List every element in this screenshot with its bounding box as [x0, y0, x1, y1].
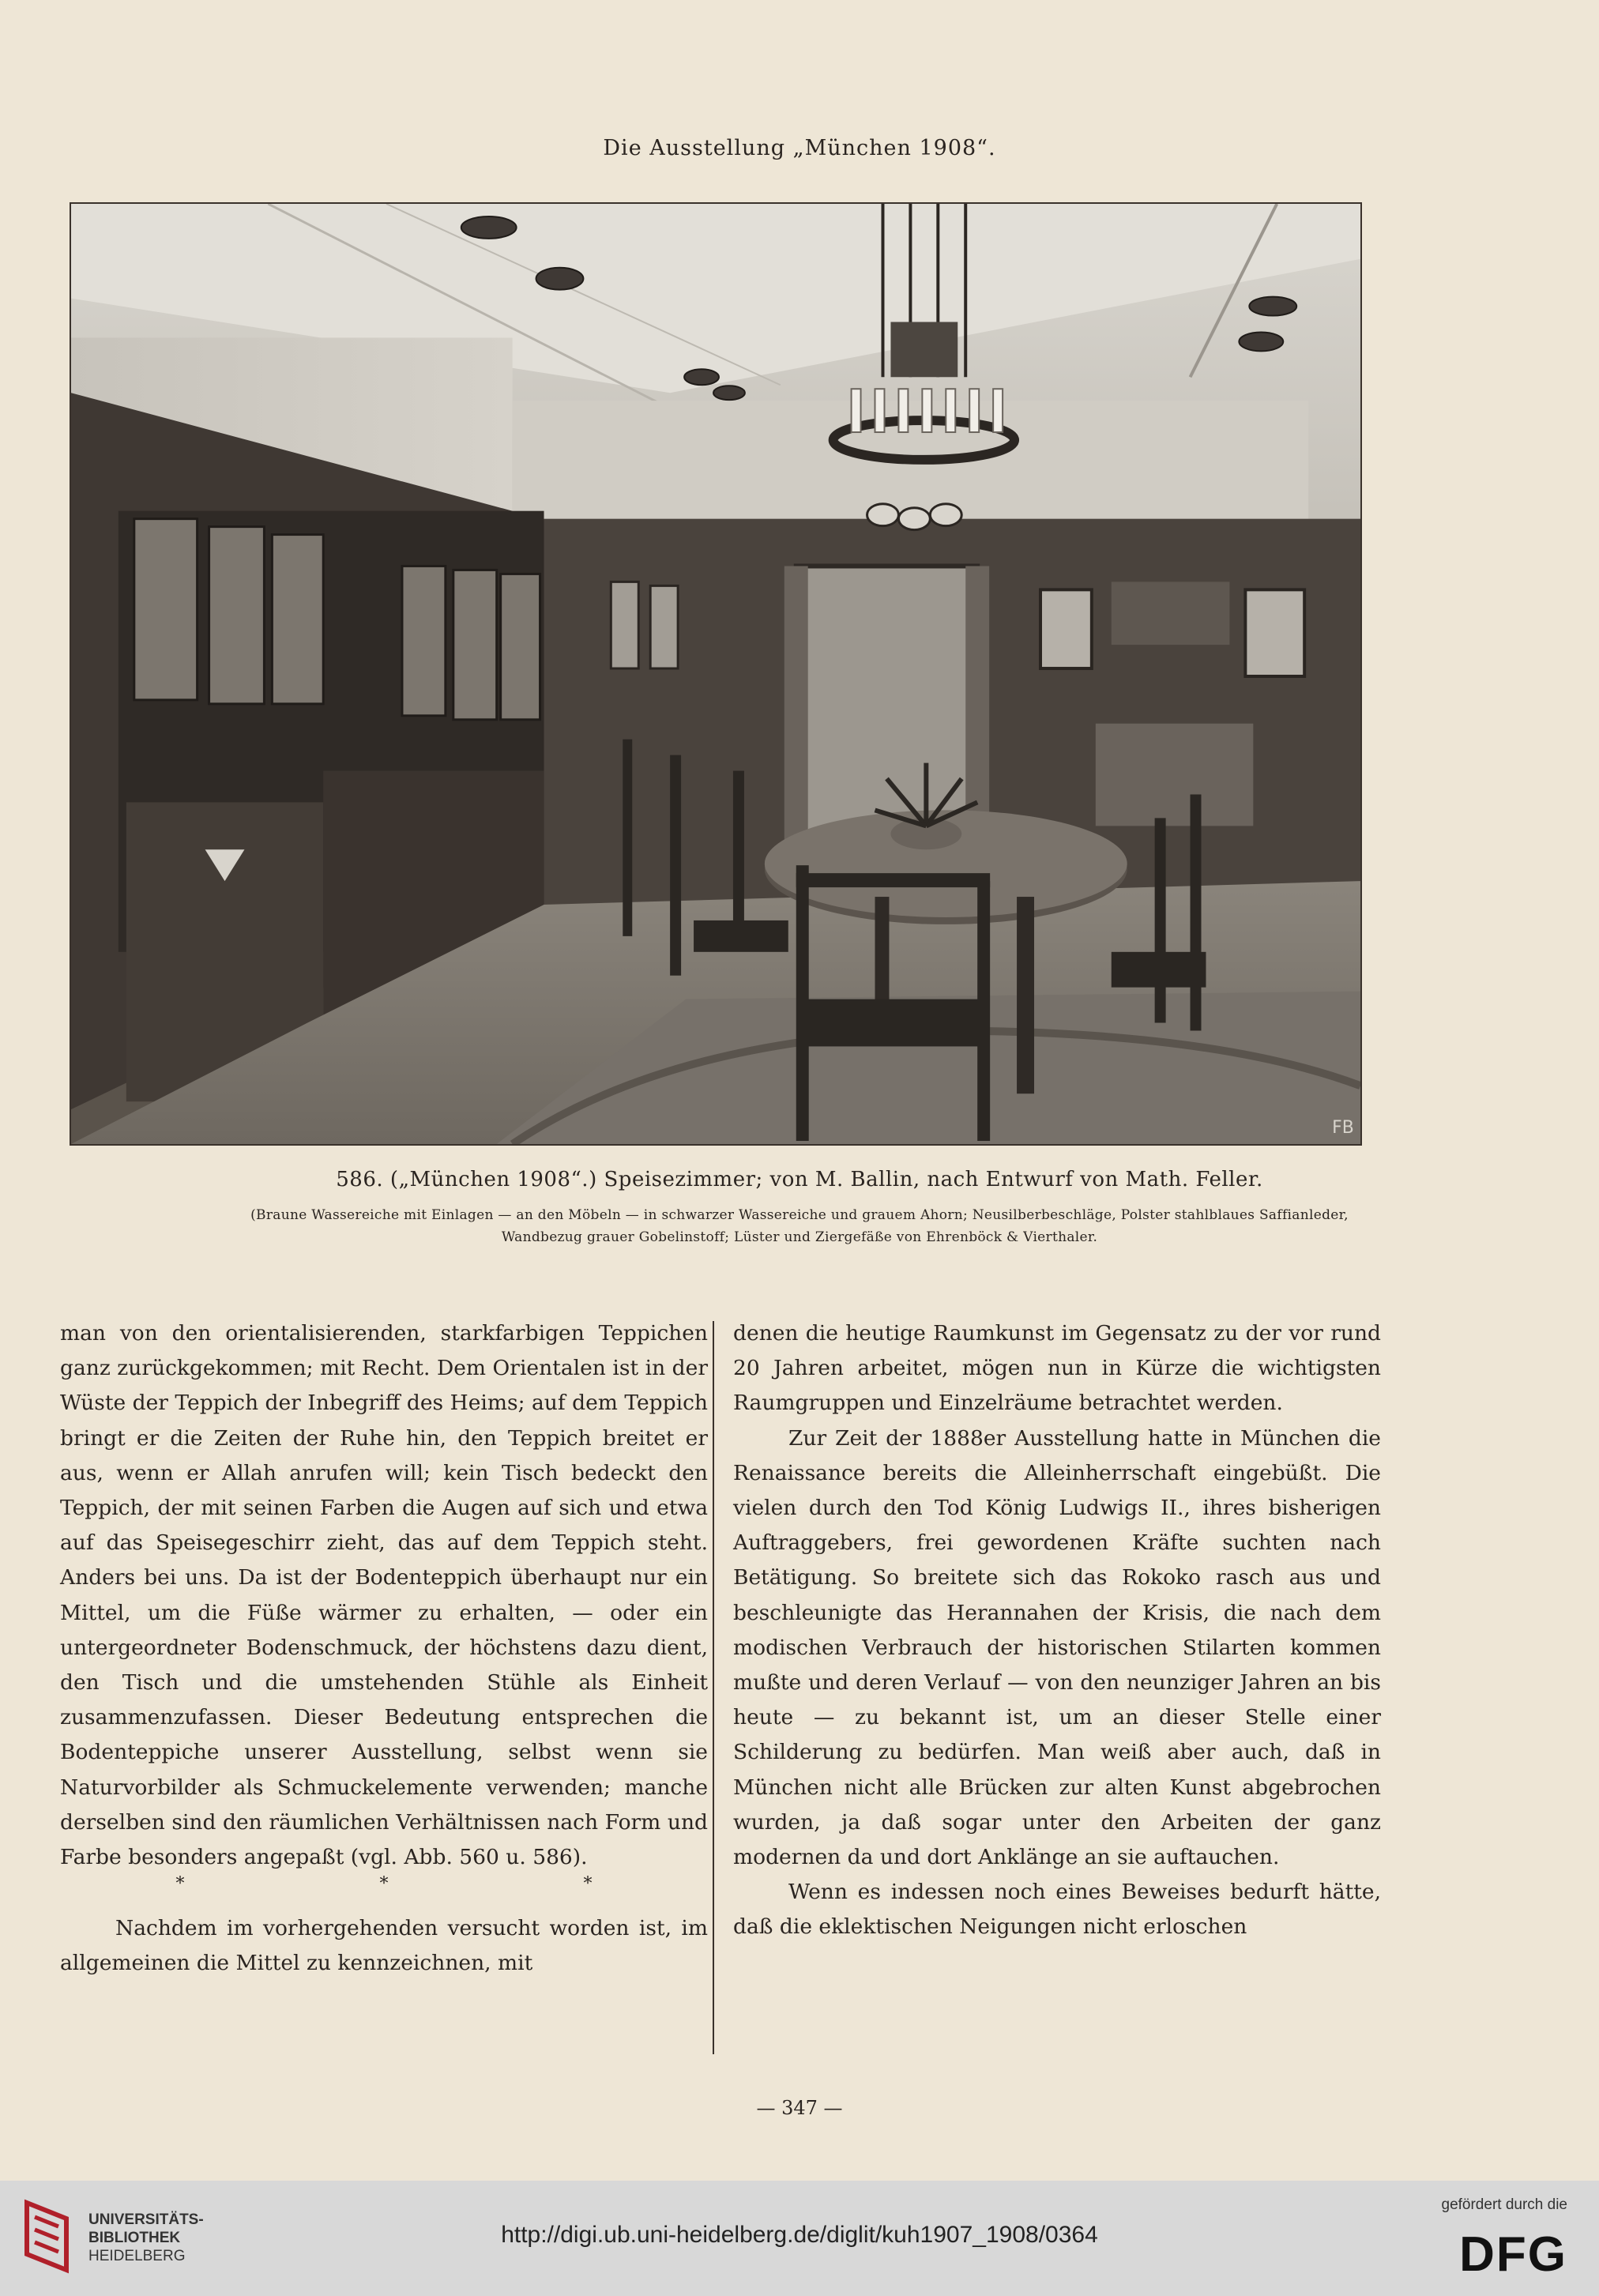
page-number: — 347 —: [756, 2097, 843, 2119]
column-divider: [713, 1321, 714, 2054]
funded-by-label: gefördert durch die: [1441, 2196, 1567, 2213]
right-text-column: [733, 1316, 1381, 1945]
left-text-column: [60, 1316, 708, 1982]
left-paragraph-1: man von den orientalisierenden, starkfarbigen Teppichen ganz zurückgekommen; mit Recht. Dem Orientalen ist in der Wüste der Teppich der Inbegriff des Heims; auf dem Teppich bringt er die Zeiten der Ruhe hin, den Teppich breitet er aus, wenn er Allah anrufen will; kein Tisch bedeckt den Teppich, der mit seinen Farben die Augen auf sich und etwa auf das Speisegeschirr zieht, das auf dem Teppich steht. Anders bei uns. Da ist der Bodenteppich überhaupt nur ein Mittel, um die Füße wärmer zu erhalten, — oder ein untergeordneter Bodenschmuck, der höchstens dazu dient, den Tisch und die umstehenden Stühle als Einheit zusammenzufassen. Dieser Bedeutung entsprechen die Bodenteppiche unserer Ausstellung, selbst wenn sie Naturvorbilder als Schmuckelemente verwenden; manche derselben sind den räumlichen Verhältnissen nach Form und Farbe besonders angepaßt (vgl. Abb. 560 u. 586).: [60, 1321, 708, 1870]
library-name-line-3: HEIDELBERG: [88, 2248, 186, 2264]
figure-caption-note-line-2: Wandbezug grauer Gobelinstoff; Lüster und Ziergefäße von Ehrenböck & Vierthaler.: [501, 1229, 1098, 1245]
photo-monogram: FB: [1332, 1118, 1354, 1139]
digitization-footer: [0, 2181, 1599, 2296]
dining-room-photograph: [70, 202, 1362, 1146]
left-paragraph-2: Nachdem im vorhergehenden versucht worden ist, im allgemeinen die Mittel zu kennzeichnen, mit: [60, 1916, 708, 1976]
library-name-line-2: BIBLIOTHEK: [88, 2230, 181, 2246]
figure-caption-note-line-1: (Braune Wassereiche mit Einlagen — an den Möbeln — in schwarzer Wassereiche und grauem Ahorn; Neusilberbeschläge, Polster stahlblaues Saffianleder,: [250, 1207, 1349, 1223]
right-paragraph-2: Zur Zeit der 1888er Ausstellung hatte in München die Renaissance bereits die Alleinherrschaft eingebüßt. Die vielen durch den Tod König Ludwigs II., ihres bisherigen Auftraggebers, frei gewordenen Kräfte suchten nach Betätigung. So breitete sich das Rokoko rasch aus und beschleunigte das Herannahen der Krisis, die nach dem modischen Verbrauch der historischen Stilarten kommen mußte und deren Verlauf — von den neunziger Jahren an bis heute — zu bekannt ist, um an dieser Stelle einer Schilderung zu bedürfen. Man weiß aber auch, daß in München nicht alle Brücken zur alten Kunst abgebrochen wurden, ja daß sogar unter den Arbeiten der ganz modernen da und dort Anklänge an sie auftauchen.: [733, 1425, 1381, 1870]
section-separator: * * *: [175, 1874, 687, 1895]
dfg-logo: DFG: [1459, 2227, 1567, 2282]
source-url-link[interactable]: http://digi.ub.uni-heidelberg.de/diglit/kuh1907_1908/0364: [501, 2222, 1098, 2248]
figure-caption-title: 586. („München 1908“.) Speisezimmer; von M. Ballin, nach Entwurf von Math. Feller.: [336, 1168, 1263, 1191]
right-paragraph-1: denen die heutige Raumkunst im Gegensatz zu der vor rund 20 Jahren arbeitet, mögen nun in Kürze die wichtigsten Raumgruppen und Einzelräume betrachtet werden.: [733, 1321, 1381, 1416]
running-header: Die Ausstellung „München 1908“.: [603, 136, 996, 160]
library-name-line-1: UNIVERSITÄTS-: [88, 2211, 204, 2228]
dining-room-illustration: [71, 204, 1360, 1144]
right-paragraph-3: Wenn es indessen noch eines Beweises bedurft hätte, daß die eklektischen Neigungen nicht erloschen: [733, 1880, 1381, 1940]
